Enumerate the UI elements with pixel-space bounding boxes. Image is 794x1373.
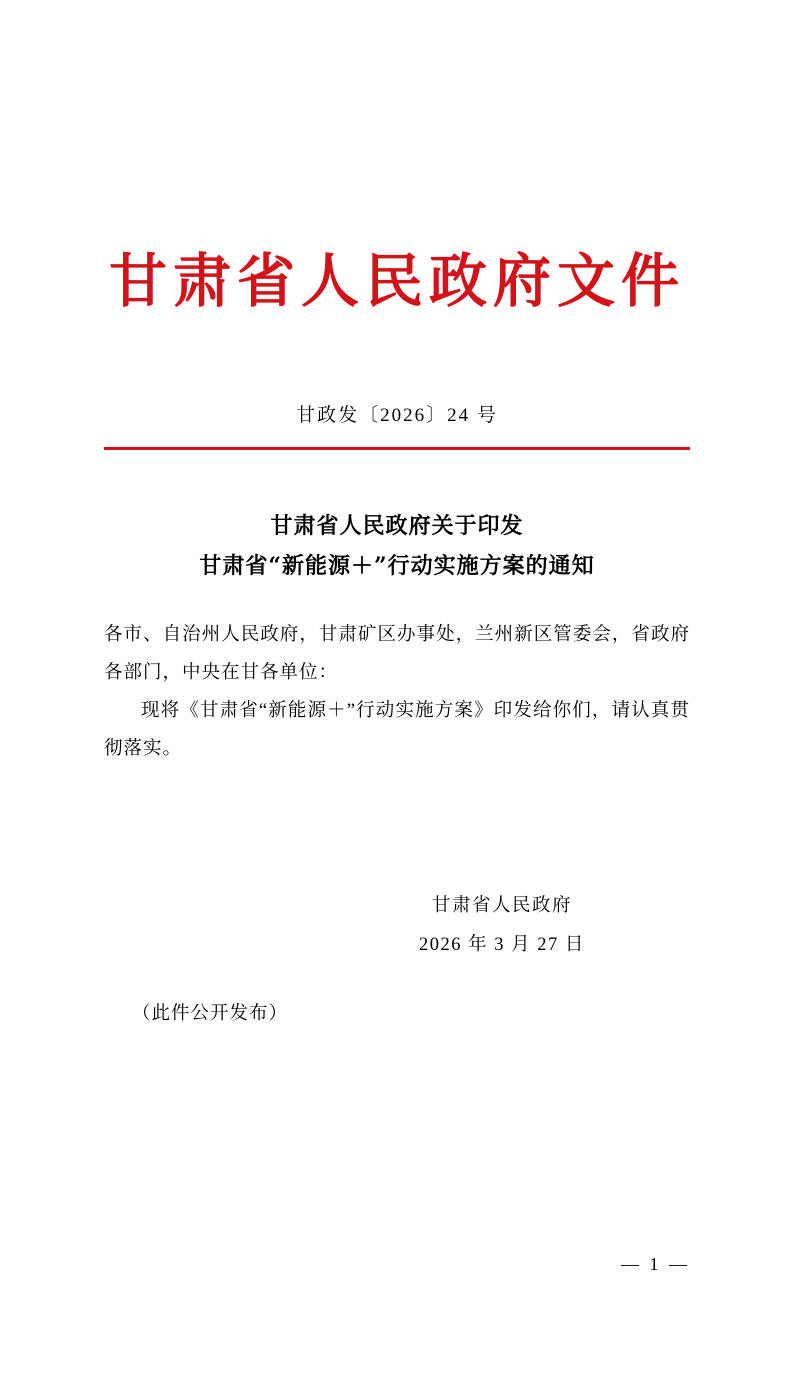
document-body bbox=[104, 617, 690, 769]
red-divider-rule bbox=[104, 447, 690, 450]
signature-issuer: 甘肃省人民政府 bbox=[431, 895, 572, 916]
signature-block bbox=[104, 887, 690, 965]
document-title-line-1: 甘肃省人民政府关于印发 bbox=[270, 512, 524, 539]
masthead bbox=[104, 247, 690, 315]
public-release-note: （此件公开发布） bbox=[132, 1003, 289, 1024]
document-title-line-2: 甘肃省“新能源＋”行动实施方案的通知 bbox=[199, 553, 595, 580]
recipient-list: 各市、自治州人民政府，甘肃矿区办事处，兰州新区管委会，省政府各部门，中央在甘各单位： bbox=[104, 625, 690, 684]
signature-date: 2026 年 3 月 27 日 bbox=[419, 934, 585, 955]
body-paragraph: 现将《甘肃省“新能源＋”行动实施方案》印发给你们，请认真贯彻落实。 bbox=[104, 701, 690, 759]
masthead-title: 甘肃省人民政府文件 bbox=[108, 247, 685, 315]
document-page bbox=[0, 247, 794, 1373]
document-title bbox=[104, 506, 690, 587]
page-number: — 1 — bbox=[621, 1254, 690, 1274]
document-number: 甘政发〔2026〕24 号 bbox=[296, 404, 498, 426]
